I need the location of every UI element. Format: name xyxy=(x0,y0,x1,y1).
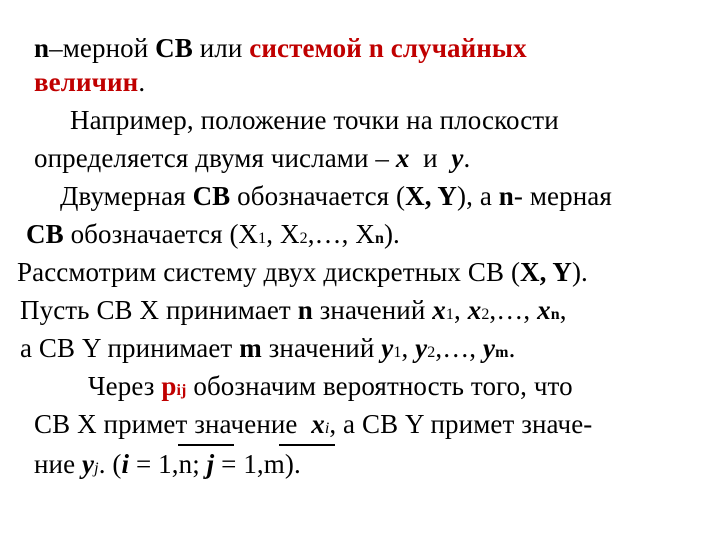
subscript-1: 1 xyxy=(393,344,402,361)
range-1m: = 1,m). xyxy=(221,449,301,479)
n-symbol: n xyxy=(34,33,50,63)
pair-xy: X, Y xyxy=(405,181,458,211)
m-symbol: m xyxy=(239,333,262,363)
red-word: величин xyxy=(34,67,139,97)
period: . xyxy=(463,143,471,173)
period: . xyxy=(138,67,146,97)
word-dim: - мерная xyxy=(513,181,612,211)
subscript-1: 1 xyxy=(258,230,267,247)
subscript-m: m xyxy=(495,344,509,361)
cb-abbrev: СВ xyxy=(26,219,64,249)
cb-abbrev: СВ xyxy=(155,33,193,63)
line4-text: определяется двумя числами – xyxy=(34,143,389,173)
var-y2: y xyxy=(415,333,428,363)
word-denoted: обозначается ( xyxy=(237,181,406,211)
comma-x: , X xyxy=(266,219,300,249)
word-values: значений xyxy=(268,333,375,363)
n-symbol: n xyxy=(498,181,514,211)
cb-x-takes: СВ X примет значение xyxy=(34,409,298,439)
range-1n: = 1,n; xyxy=(135,449,200,479)
var-x2: x xyxy=(467,295,482,325)
text-line-11 xyxy=(34,408,592,445)
index-i: i xyxy=(121,449,130,479)
close-paren: ). xyxy=(383,219,400,249)
period: . xyxy=(508,333,516,363)
word-twodim: Двумерная xyxy=(60,181,186,211)
through-text: Через xyxy=(88,371,155,401)
var-ym: y xyxy=(483,333,496,363)
example-text: Например, положение точки на плоскости xyxy=(70,105,559,135)
text-line-10 xyxy=(88,370,573,407)
cb-abbrev: СВ xyxy=(192,181,231,211)
let-text: Пусть СВ X принимает xyxy=(20,295,291,325)
ellipsis-x: ,…, X xyxy=(307,219,375,249)
dot: . xyxy=(98,449,106,479)
subscript-n: n xyxy=(550,306,560,323)
word-a: ), а xyxy=(457,181,492,211)
text-line-2 xyxy=(34,66,145,98)
var-yj: y xyxy=(82,449,95,479)
a-text: а СВ Y принимает xyxy=(20,333,233,363)
ellipsis: ,…, xyxy=(435,333,477,363)
text-line-9 xyxy=(20,332,515,369)
consider-text: Рассмотрим систему двух дискретных СВ ( xyxy=(17,257,521,287)
comma: , xyxy=(453,295,461,325)
var-xi: x xyxy=(311,409,325,439)
subscript-i: i xyxy=(324,420,330,437)
text-line-5 xyxy=(60,180,612,212)
subscript-1: 1 xyxy=(445,306,454,323)
dash-word: –мерной xyxy=(49,33,149,63)
var-x: x xyxy=(395,143,410,173)
overline-1n xyxy=(178,444,234,446)
overline-1m xyxy=(279,444,335,446)
p-symbol: p xyxy=(161,371,177,401)
close-paren: ). xyxy=(571,257,588,287)
denote-prob-text: обозначим вероятность того, что xyxy=(193,371,573,401)
var-y1: y xyxy=(381,333,394,363)
subscript-2: 2 xyxy=(481,306,490,323)
text-line-7 xyxy=(17,256,588,288)
text-line-1 xyxy=(34,32,527,64)
cb-y-takes: , а СВ Y примет значе- xyxy=(329,409,593,439)
word-and: и xyxy=(423,143,438,173)
text-line-8 xyxy=(20,294,567,331)
pair-xy: X, Y xyxy=(520,257,572,287)
text-line-4 xyxy=(34,142,470,174)
n-symbol: n xyxy=(297,295,313,325)
index-j: j xyxy=(206,449,215,479)
denoted-x: обозначается (X xyxy=(70,219,259,249)
text-line-3 xyxy=(70,104,559,136)
open-paren: ( xyxy=(112,449,122,479)
subscript-j: j xyxy=(94,460,99,477)
red-phrase: системой n случайных xyxy=(249,33,527,63)
var-x1: x xyxy=(432,295,446,325)
text-line-12 xyxy=(34,448,301,485)
ellipsis: ,…, xyxy=(489,295,531,325)
subscript-2: 2 xyxy=(299,230,308,247)
word-values: значений xyxy=(319,295,426,325)
word-ili: или xyxy=(199,33,243,63)
var-xn: x xyxy=(537,295,551,325)
subscript-ij: ij xyxy=(176,382,187,399)
word-nie: ние xyxy=(34,449,76,479)
subscript-2: 2 xyxy=(427,344,436,361)
text-line-6 xyxy=(26,218,400,255)
comma: , xyxy=(401,333,409,363)
subscript-n: n xyxy=(374,230,384,247)
comma-end: , xyxy=(559,295,567,325)
var-y: y xyxy=(451,143,464,173)
